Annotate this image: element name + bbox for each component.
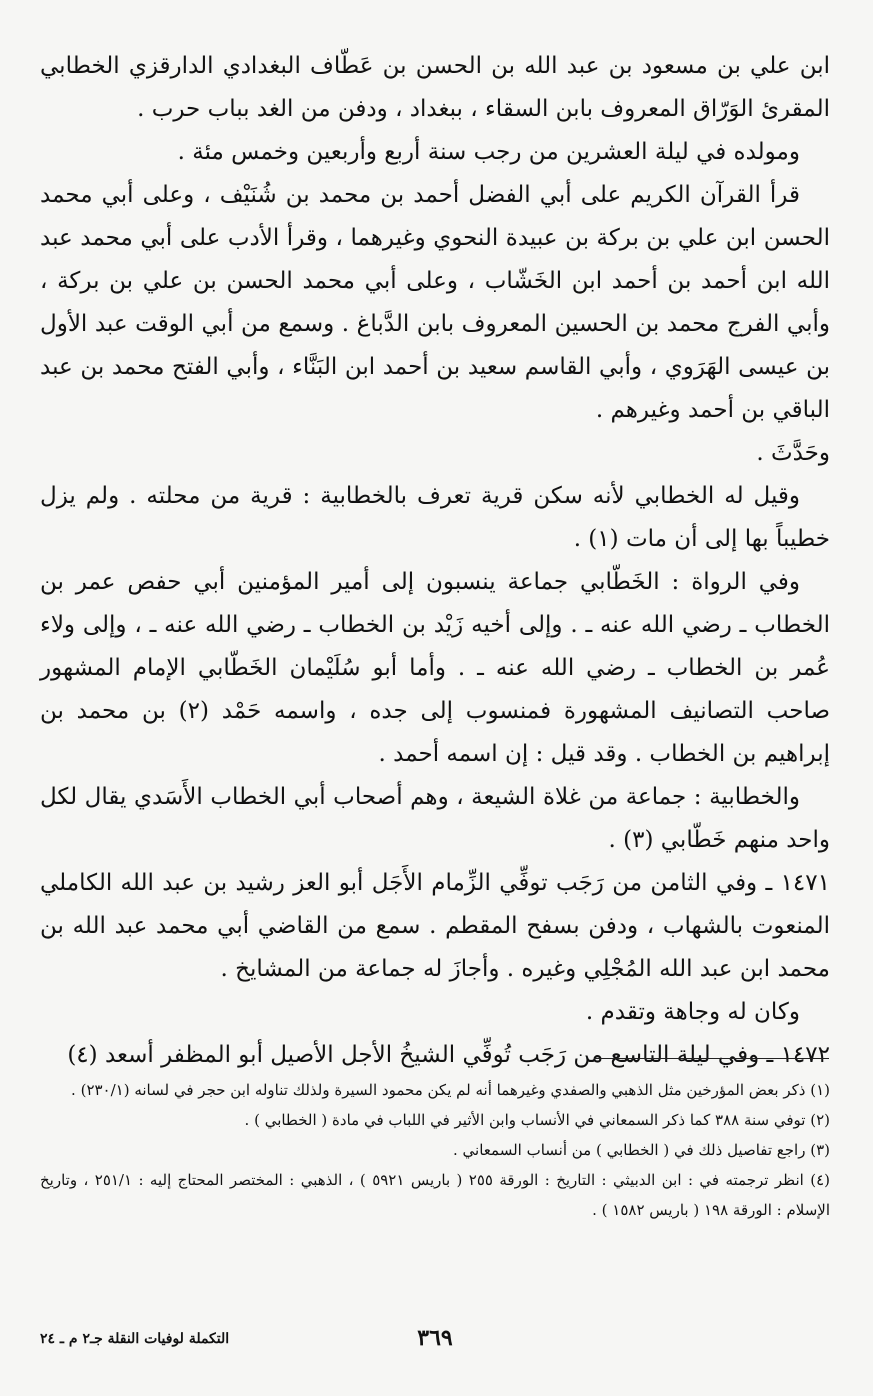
paragraph-narrated: وحَدَّثَ . [756, 440, 830, 466]
paragraph-entry-1472: ١٤٧٢ ـ وفي ليلة التاسع من رَجَب تُوفِّي الشيخُ الأجل الأصيل أبو المظفر أسعد (٤) [67, 1042, 830, 1068]
footnote-3: (٣) راجع تفاصيل ذلك في ( الخطابي ) من أنساب السمعاني . [453, 1141, 830, 1159]
paragraph-standing: وكان له وجاهة وتقدم . [585, 999, 800, 1025]
paragraph-birth: ومولده في ليلة العشرين من رجب سنة أربع وأربعين وخمس مئة . [177, 139, 800, 165]
paragraph-nisba: وقيل له الخطابي لأنه سكن قرية تعرف بالخطابية : قرية من محلته . ولم يزل خطيباً بها إلى أن مات (١) . [40, 483, 830, 552]
page-number: ٣٦٩ [417, 1325, 453, 1351]
footnote-1: (١) ذكر بعض المؤرخين مثل الذهبي والصفدي وغيرهما أنه لم يكن محمود السيرة ولذلك تناوله ابن حجر في لسانه (٢٣٠/١) . [71, 1081, 830, 1099]
footnote-divider [594, 1058, 829, 1059]
footnotes [40, 1075, 830, 1225]
paragraph-rawah: وفي الرواة : الخَطّابي جماعة ينسبون إلى أمير المؤمنين أبي حفص عمر بن الخطاب ـ رضي الله عنه ـ . وإلى أخيه زَيْد بن الخطاب ـ رضي الله عنه ـ ، وإلى ولاء عُمر بن الخطاب ـ رضي الله عنه ـ . وأما أبو سُلَيْمان الخَطّابي الإمام المشهور صاحب التصانيف المشهورة فمنسوب إلى جده ، واسمه حَمْد (٢) بن محمد بن إبراهيم بن الخطاب . وقد قيل : إن اسمه أحمد . [40, 569, 830, 767]
paragraph-entry-continuation: ابن علي بن مسعود بن عبد الله بن الحسن بن عَطّاف البغدادي الدارقزي الخطابي المقرئ الوَرّاق المعروف بابن السقاء ، ببغداد ، ودفن من الغد بباب حرب . [40, 53, 830, 122]
paragraph-teachers: قرأ القرآن الكريم على أبي الفضل أحمد بن محمد بن شُنَيْف ، وعلى أبي محمد الحسن ابن علي بن بركة بن عبيدة النحوي وغيرهما ، وقرأ الأدب على أبي محمد عبد الله ابن أحمد بن أحمد ابن الخَشّاب ، وعلى أبي محمد الحسن بن علي بن بركة ، وأبي الفرج محمد بن الحسين المعروف بابن الدَّباغ . وسمع من أبي الوقت عبد الأول بن عيسى الهَرَوي ، وأبي القاسم سعيد بن أحمد ابن البَنَّاء ، وأبي الفتح محمد بن عبد الباقي بن أحمد وغيرهم . [40, 182, 830, 423]
running-title: التكملة لوفيات النقلة جـ٢ م ـ ٢٤ [40, 1331, 230, 1347]
page-footer [40, 1325, 830, 1361]
paragraph-entry-1471: ١٤٧١ ـ وفي الثامن من رَجَب توفِّي الزِّمام الأَجَل أبو العز رشيد بن عبد الله الكاملي المنعوت بالشهاب ، ودفن بسفح المقطم . سمع من القاضي أبي محمد عبد الله بن محمد ابن عبد الله المُجْلِي وغيره . وأجازَ له جماعة من المشايخ . [40, 870, 830, 982]
main-text [40, 45, 830, 1077]
footnote-4: (٤) انظر ترجمته في : ابن الدبيثي : التاريخ : الورقة ٢٥٥ ( باريس ٥٩٢١ ) ، الذهبي : المختصر المحتاج إليه : ٢٥١/١ ، وتاريخ الإسلام : الورقة ١٩٨ ( باريس ١٥٨٢ ) . [40, 1171, 830, 1219]
paragraph-khattabiyya: والخطابية : جماعة من غلاة الشيعة ، وهم أصحاب أبي الخطاب الأَسَدي يقال لكل واحد منهم خَطّابي (٣) . [40, 784, 830, 853]
footnote-2: (٢) توفي سنة ٣٨٨ كما ذكر السمعاني في الأنساب وابن الأثير في اللباب في مادة ( الخطابي ) . [244, 1111, 830, 1129]
